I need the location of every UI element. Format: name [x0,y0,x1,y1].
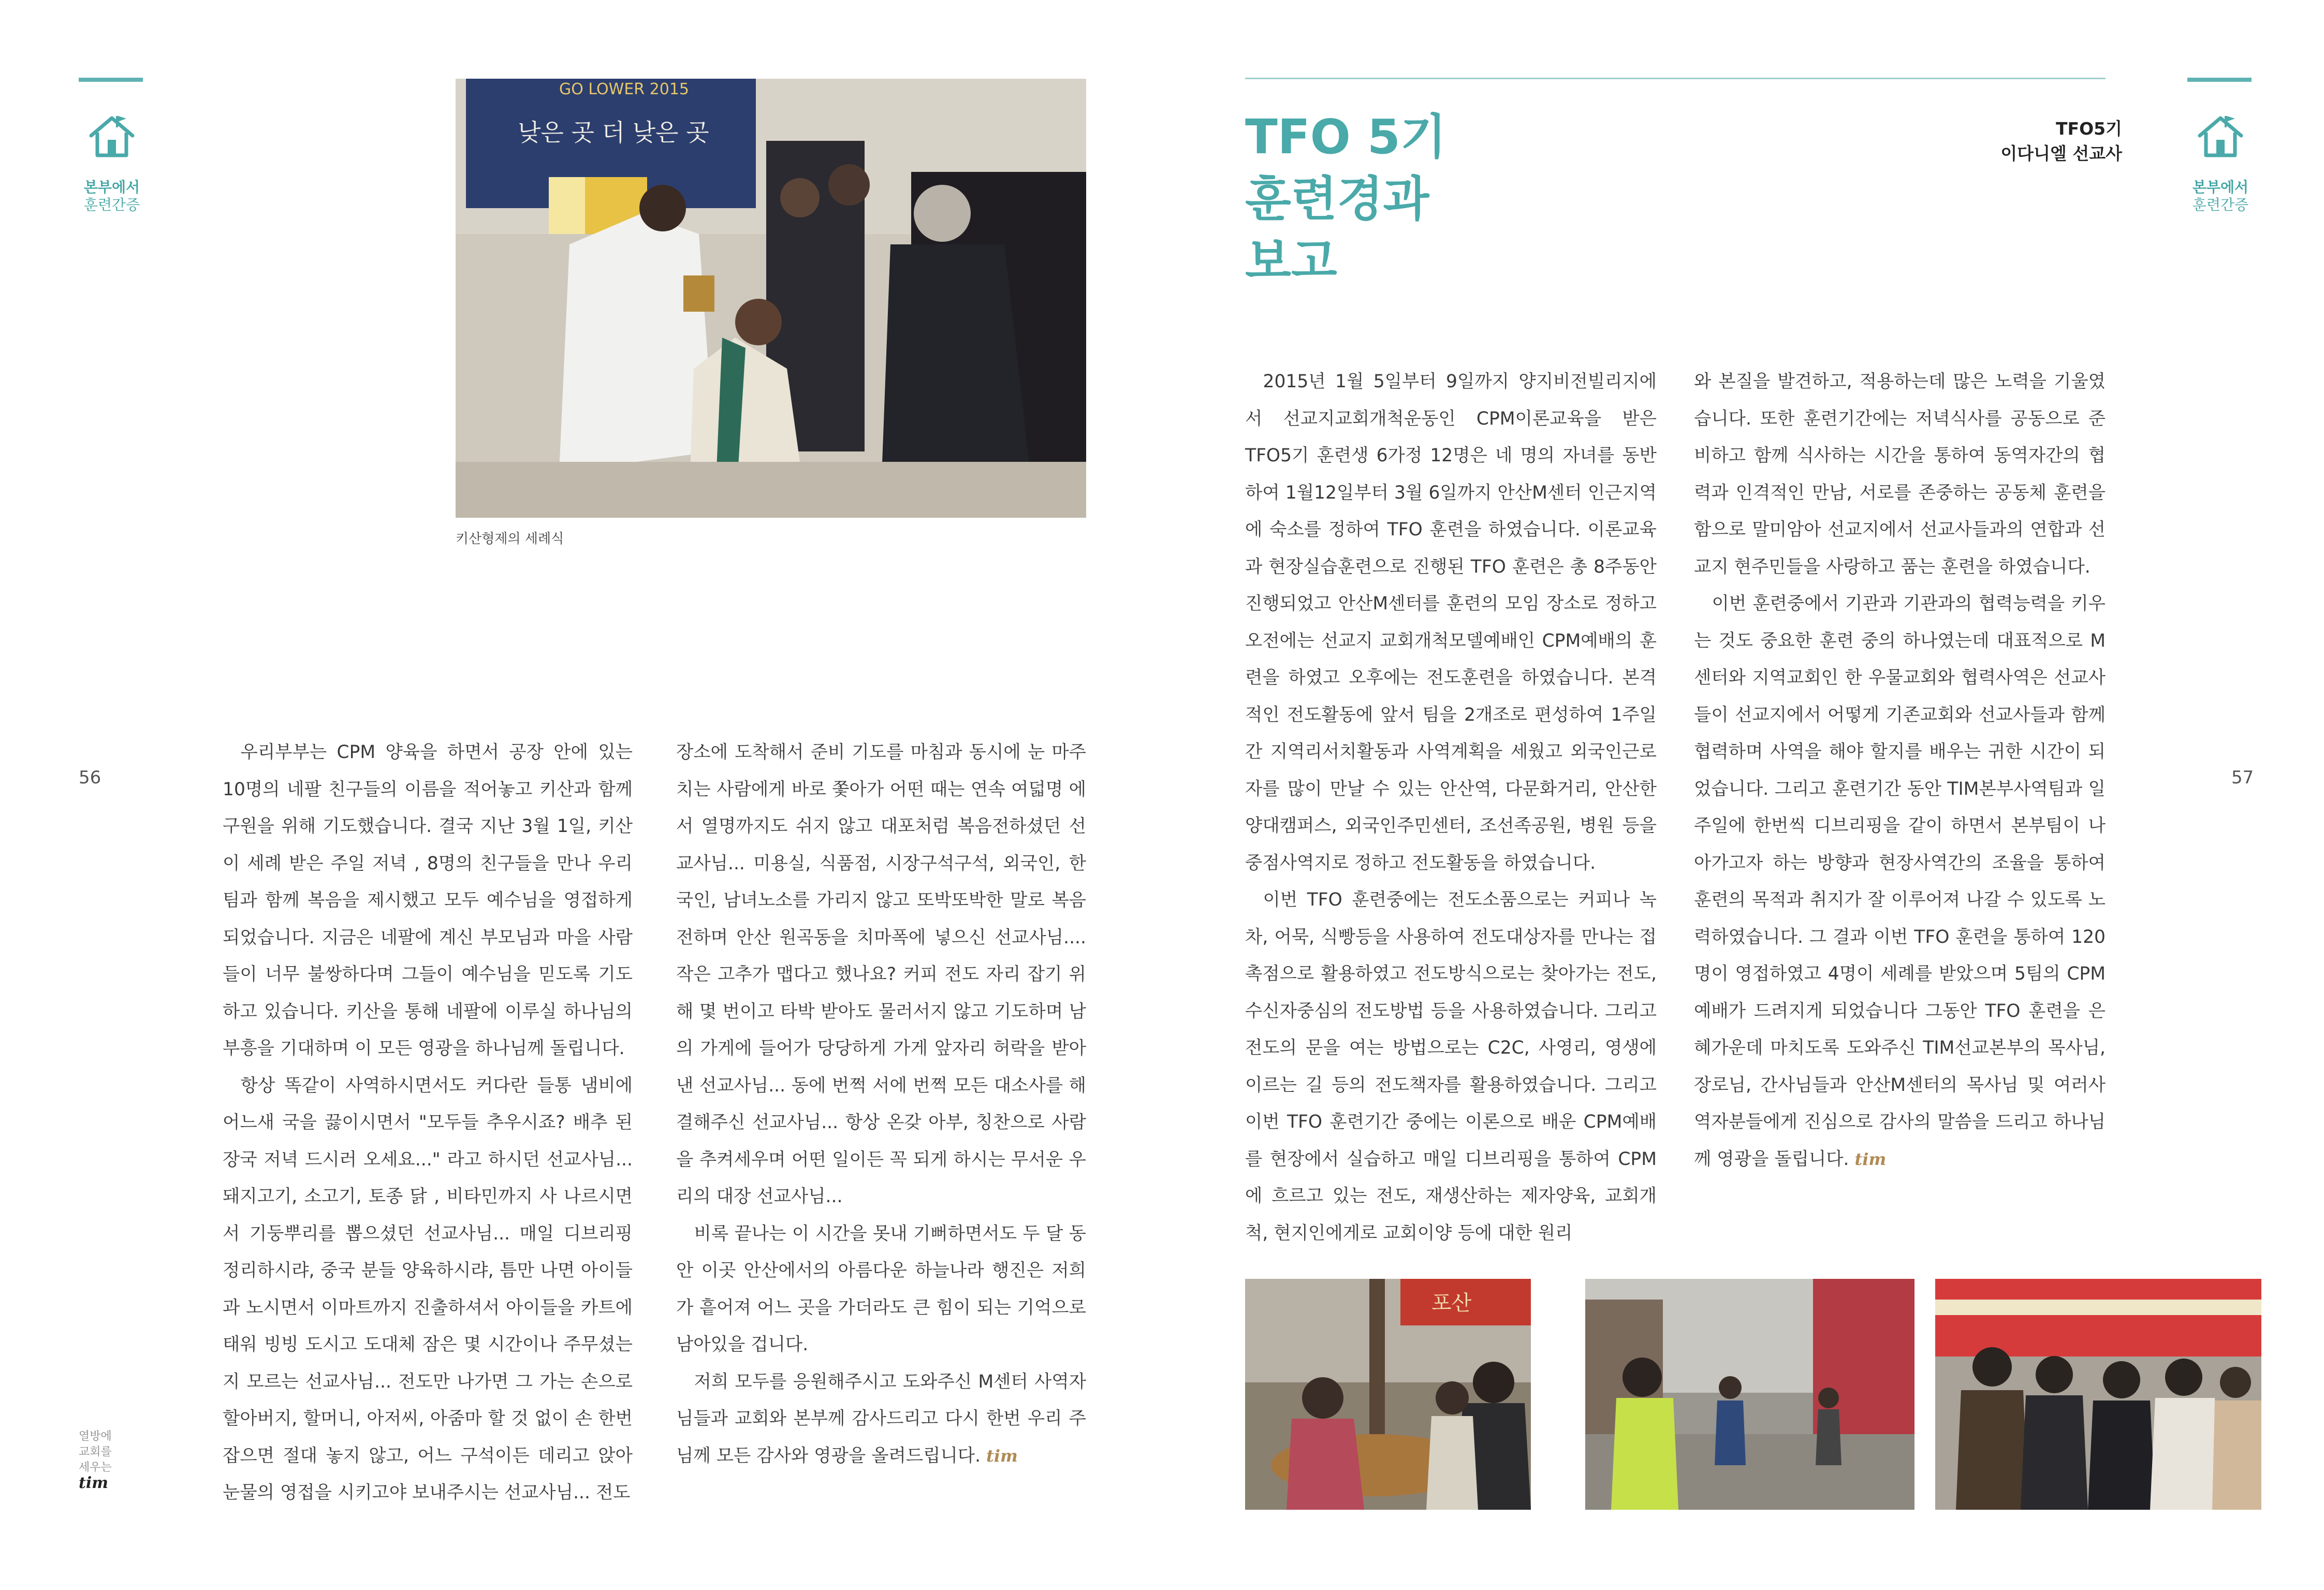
text-column-1 [223,734,633,1512]
paragraph: 우리부부는 CPM 양육을 하면서 공장 안에 있는 10명의 네팔 친구들의 이름을 적어놓고 키산과 함께 구원을 위해 기도했습니다. 결국 지난 3월 1일, 키산이 세례 받은 주일 저녁 , 8명의 친구들을 만나 우리 팀과 함께 복음을 제시했고 모두 예수님을 영접하게 되었습니다. 지금은 네팔에 계신 부모님과 마을 사람들이 너무 불쌍하다며 그들이 예수님을 믿도록 기도하고 있습니다. 키산을 통해 네팔에 이루실 하나님의 부흥을 기대하며 이 모든 영광을 하나님께 돌립니다. [223,742,633,1059]
article-title [1245,106,1446,293]
section-label-line1: 본부에서 [83,179,140,196]
text-column-4 [1694,363,2106,1178]
footer-line3: 세우는 [79,1461,112,1474]
paragraph-text: 저희 모두를 응원해주시고 도와주신 M센터 사역자님들과 교회와 본부께 감사드리고 다시 한번 우리 주님께 모든 감사와 영광을 올려드립니다. [676,1371,1086,1466]
house-icon [2196,113,2245,159]
shop-sign-text: 포산 [1431,1291,1472,1315]
section-label-right [2179,179,2262,214]
section-label-line2: 훈련간증 [2192,196,2249,213]
title-line3: 보고 [1245,234,1337,289]
title-line1: TFO 5기 [1245,109,1446,165]
paragraph: 비록 끝나는 이 시간을 못내 기뻐하면서도 두 달 동안 이곳 안산에서의 아름다운 하늘나라 행진은 저희가 흩어져 어느 곳을 가더라도 큰 힘이 되는 기억으로 남아있을 겁니다. [676,1223,1086,1355]
author-byline [2000,116,2122,166]
text-column-3 [1245,363,1657,1252]
paragraph: 2015년 1월 5일부터 9일까지 양지비전빌리지에서 선교지교회개척운동인 CPM이론교육을 받은 TFO5기 훈련생 6가정 12명은 네 명의 자녀를 동반하여 1월12일부터 3월 6일까지 안산M센터 인근지역에 숙소를 정하여 TFO 훈련을 하였습니다. 이론교육과 현장실습훈련으로 진행된 TFO 훈련은 총 8주동안 진행되었고 안산M센터를 훈련의 모임 장소로 정하고 오전에는 선교지 교회개척모델예배인 CPM예배의 훈련을 하였고 오후에는 전도훈련을 하였습니다. 본격적인 전도활동에 앞서 팀을 2개조로 편성하여 1주일간 지역리서치활동과 사역계획을 세웠고 외국인근로자를 많이 만날 수 있는 안산역, 다문화거리, 안산한양대캠퍼스, 외국인주민센터, 조선족공원, 병원 등을 중점사역지로 정하고 전도활동을 하였습니다. [1245,371,1657,873]
title-line2: 훈련경과 [1245,171,1429,227]
house-icon [87,113,137,159]
top-rule-left [79,78,143,82]
author-cohort: TFO5기 [2056,119,2122,139]
photo-caption: 키산형제의 세례식 [456,531,564,547]
signature: tim [1854,1149,1887,1169]
top-rule-right [2187,78,2252,82]
street-photo-1 [1245,1279,1531,1510]
page-number-left: 56 [79,767,101,788]
text-column-2 [676,734,1086,1475]
baptism-photo [456,79,1086,518]
footer-line2: 교회를 [79,1446,112,1458]
footer-line1: 열방에 [79,1430,112,1443]
banner-subtitle: 낮은 곳 더 낮은 곳 [518,119,709,147]
paragraph: 장소에 도착해서 준비 기도를 마침과 동시에 눈 마주치는 사람에게 바로 쫓아가 어떤 때는 연속 여덟명 에서 열명까지도 쉬지 않고 대포처럼 복음전하셨던 선교사님... 미용실, 식품점, 시장구석구석, 외국인, 한국인, 남녀노소를 가리지 않고 또박또박한 말로 복음 전하며 안산 원곡동을 치마폭에 넣으신 선교사님.... 작은 고추가 맵다고 했나요? 커피 전도 자리 잡기 위해 몇 번이고 타박 받아도 물러서지 않고 기도하며 남의 가게에 들어가 당당하게 가게 앞자리 허락을 받아낸 선교사님... 동에 번쩍 서에 번쩍 모든 대소사를 해결해주신 선교사님... 항상 온갖 아부, 칭찬으로 사람을 추켜세우며 어떤 일이든 꼭 되게 하시는 무서운 우리의 대장 선교사님... [676,742,1086,1207]
section-label-left [70,179,153,214]
paragraph [1694,586,2106,1178]
group-photo [1935,1279,2261,1510]
footer-logo: tim [79,1474,108,1492]
section-label-line2: 훈련간증 [83,196,140,213]
section-label-line1: 본부에서 [2192,179,2249,196]
banner-title: GO LOWER 2015 [559,80,690,98]
author-name: 이다니엘 선교사 [2000,143,2122,164]
paragraph: 와 본질을 발견하고, 적용하는데 많은 노력을 기울였습니다. 또한 훈련기간에는 저녁식사를 공동으로 준비하고 함께 식사하는 시간을 통하여 동역자간의 협력과 인격적인 만남, 서로를 존중하는 공동체 훈련을 함으로 말미암아 선교지에서 선교사들과의 연합과 선교지 현주민들을 사랑하고 품는 훈련을 하였습니다. [1694,371,2106,577]
page-number-right: 57 [2231,767,2254,788]
street-photo-2 [1585,1279,1914,1510]
paragraph [676,1364,1086,1475]
paragraph: 이번 TFO 훈련중에는 전도소품으로는 커피나 녹차, 어묵, 식빵등을 사용하여 전도대상자를 만나는 접촉점으로 활용하였고 전도방식으로는 찾아가는 전도, 수신자중심의 전도방법 등을 사용하였습니다. 그리고 전도의 문을 여는 방법으로는 C2C, 사영리, 영생에 이르는 길 등의 전도책자를 활용하였습니다. 그리고 이번 TFO 훈련기간 중에는 이론으로 배운 CPM예배를 현장에서 실습하고 매일 디브리핑을 통하여 CPM에 흐르고 있는 전도, 재생산하는 제자양육, 교회개척, 현지인에게로 교회이양 등에 대한 원리 [1245,889,1657,1244]
title-rule [1245,78,2106,79]
footer-magazine-name [79,1429,112,1491]
signature: tim [986,1446,1018,1466]
paragraph-text: 이번 훈련중에서 기관과 기관과의 협력능력을 키우는 것도 중요한 훈련 중의 하나였는데 대표적으로 M센터와 지역교회인 한 우물교회와 협력사역은 선교사들이 선교지에서 어떻게 기존교회와 선교사들과 함께 협력하며 사역을 해야 할지를 배우는 귀한 시간이 되었습니다. 그리고 훈련기간 동안 TIM본부사역팀과 일주일에 한번씩 디브리핑을 같이 하면서 본부팀이 나아가고자 하는 방향과 현장사역간의 조율을 통하여 훈련의 목적과 취지가 잘 이루어져 나갈 수 있도록 노력하였습니다. 그 결과 이번 TFO 훈련을 통하여 120명이 영접하였고 4명이 세례를 받았으며 5팀의 CPM 예배가 드려지게 되었습니다 그동안 TFO 훈련을 은혜가운데 마치도록 도와주신 TIM선교본부의 목사님, 장로님, 간사님들과 안산M센터의 목사님 및 여러사역자분들에게 진심으로 감사의 말씀을 드리고 하나님께 영광을 돌립니다. [1694,593,2106,1170]
paragraph: 항상 똑같이 사역하시면서도 커다란 들통 냄비에 어느새 국을 끓이시면서 "모두들 추우시죠? 배추 된장국 저녁 드시러 오세요..." 라고 하시던 선교사님... 돼지고기, 소고기, 토종 닭 , 비타민까지 사 나르시면서 기둥뿌리를 뽑으셨던 선교사님... 매일 디브리핑 정리하시랴, 중국 분들 양육하시랴, 틈만 나면 아이들과 노시면서 이마트까지 진출하셔서 아이들을 카트에 태워 빙빙 도시고 도대체 잠은 몇 시간이나 주무셨는지 모르는 선교사님... 전도만 나가면 그 가는 손으로 할아버지, 할머니, 아저씨, 아줌마 할 것 없이 손 한번 잡으면 절대 놓지 않고, 어느 구석이든 데리고 앉아 눈물의 영접을 시키고야 보내주시는 선교사님... 전도 [223,1075,633,1503]
